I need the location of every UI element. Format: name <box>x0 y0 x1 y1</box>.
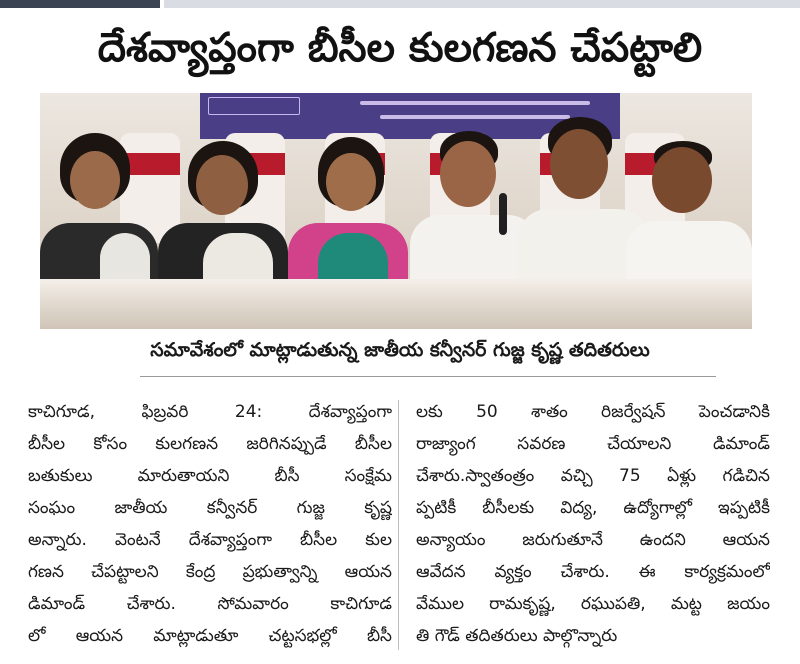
photo-table <box>40 279 752 329</box>
body-line: తి గౌడ్ తదితరులు పాల్గొన్నారు <box>416 626 618 646</box>
body-line: అన్నారు. వెంటనే దేశవ్యాప్తంగా బీసీల కుల <box>28 530 392 550</box>
body-line: ఆవేదన వ్యక్తం చేశారు. ఈ కార్యక్రమంలో <box>416 562 770 582</box>
article-body-left-column <box>28 396 392 652</box>
column-divider <box>398 400 399 650</box>
article-body-right-column <box>416 396 770 652</box>
body-line: బీసీల కోసం కులగణన జరిగినప్పుడే బీసీల <box>28 434 392 454</box>
body-line: బతుకులు మారుతాయని బీసీ సంక్షేమ <box>28 466 392 486</box>
body-line: గణన చేపట్టాలని కేంద్ర ప్రభుత్వాన్ని ఆయన <box>28 562 392 582</box>
photo-caption: సమావేశంలో మాట్లాడుతున్న జాతీయ కన్వీనర్ గుజ్జ కృష్ణ తదితరులు <box>150 339 650 361</box>
body-line: కాచిగూడ, ఫిబ్రవరి 24: దేశవ్యాప్తంగా <box>28 402 392 422</box>
banner-text-line <box>360 101 590 105</box>
body-line: చేశారు.స్వాతంత్రం వచ్చి 75 ఏళ్లు గడిచిన <box>416 466 770 486</box>
article-photo <box>40 93 752 329</box>
body-line: సంఘం జాతీయ కన్వీనర్ గుజ్జ కృష్ణ <box>28 498 392 518</box>
microphone <box>499 193 507 235</box>
body-line: ప్పటికీ బీసీలకు విద్య, ఉద్యోగాల్లో ఇప్పటికీ <box>416 498 770 518</box>
caption-rule <box>140 376 716 377</box>
article-headline: దేశవ్యాప్తంగా బీసీల కులగణన చేపట్టాలి <box>97 25 703 71</box>
banner-text-line <box>380 115 570 119</box>
body-line: లో ఆయన మాట్లాడుతూ చట్టసభల్లో బీసీ <box>28 626 392 646</box>
body-line: డిమాండ్ చేశారు. సోమవారం కాచిగూడ <box>28 594 392 614</box>
top-bar-light-segment <box>164 0 800 8</box>
top-bar-dark-segment <box>0 0 160 8</box>
body-line: అన్యాయం జరుగుతూనే ఉందని ఆయన <box>416 530 770 550</box>
top-bar <box>0 0 800 8</box>
body-line: రాజ్యాంగ సవరణ చేయాలని డిమాండ్ <box>416 434 770 454</box>
banner-title-box <box>208 97 300 115</box>
body-line: లకు 50 శాతం రిజర్వేషన్ పెంచడానికి <box>416 402 770 422</box>
body-line: వేముల రామకృష్ణ, రఘుపతి, మట్ట జయం <box>416 594 770 614</box>
